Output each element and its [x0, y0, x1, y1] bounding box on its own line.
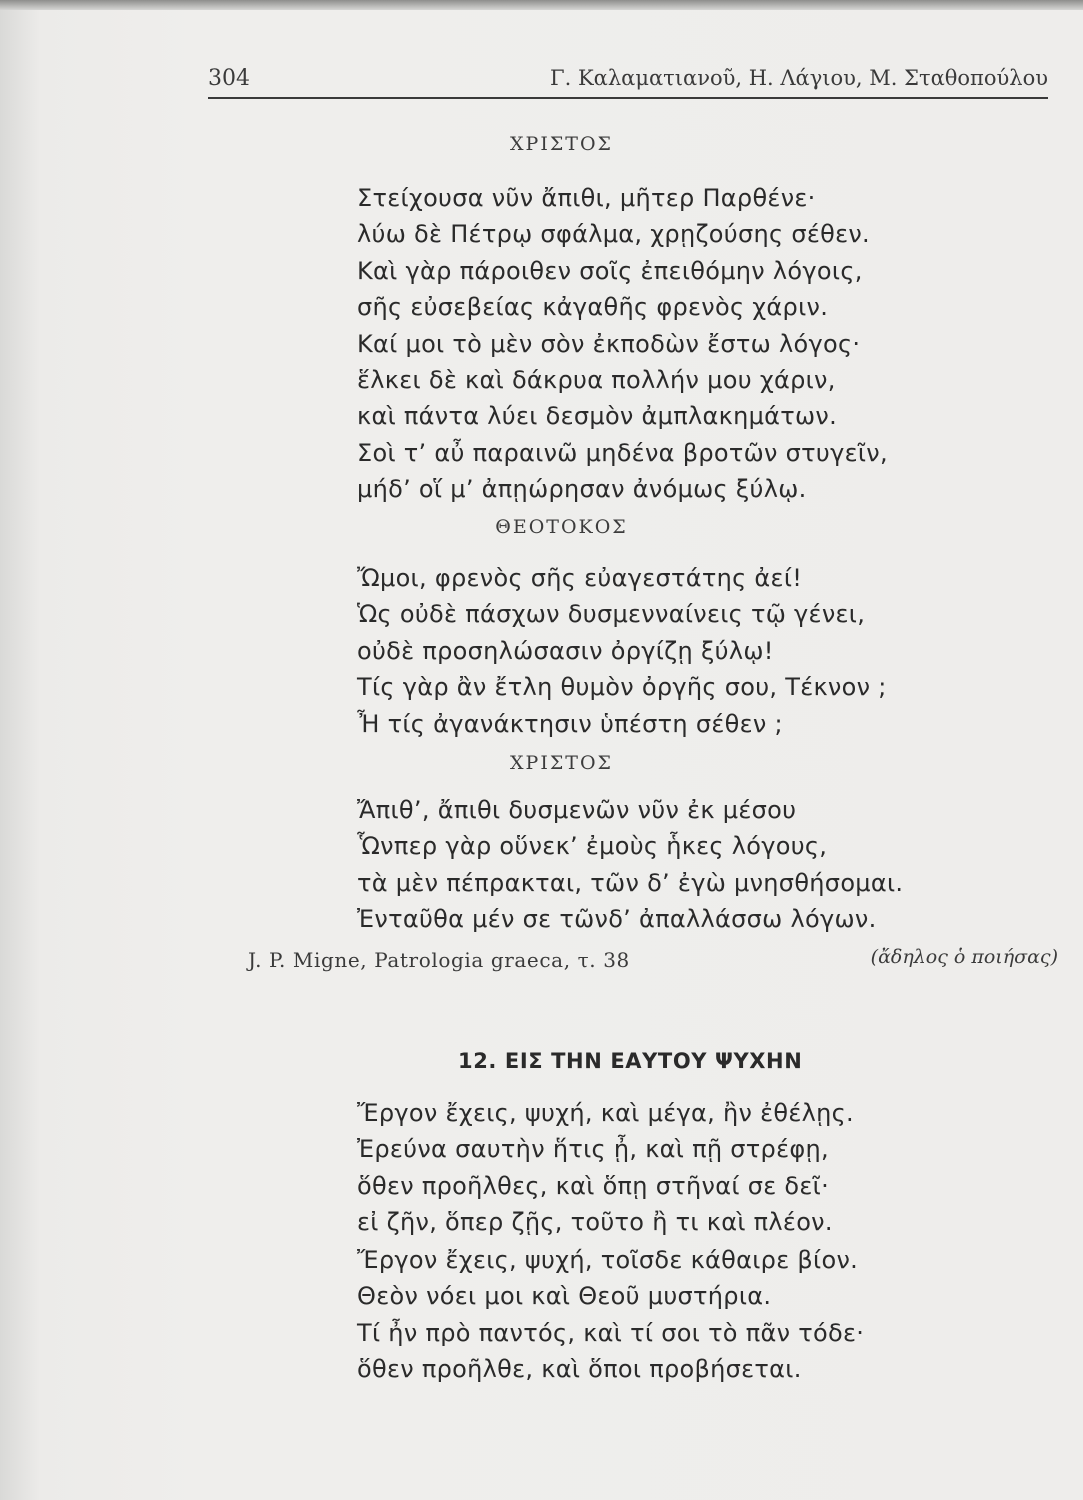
verse-block-2 — [357, 560, 887, 742]
verse-line: Σοὶ τ’ αὖ παραινῶ μηδένα βροτῶν στυγεῖν, — [357, 438, 888, 467]
verse-stanza-2 — [357, 1242, 864, 1388]
author-attribution: (ἄδηλος ὁ ποιήσας) — [870, 946, 1058, 968]
verse-block-3 — [357, 792, 903, 938]
verse-line: ἕλκει δὲ καὶ δάκρυα πολλήν μου χάριν, — [357, 366, 836, 395]
section-title: 12. ΕΙΣ ΤΗΝ ΕΑΥΤΟΥ ΨΥΧΗΝ — [458, 1049, 803, 1073]
verse-line: οὐδὲ προσηλώσασιν ὀργίζῃ ξύλῳ! — [357, 636, 774, 665]
verse-line: μήδ’ οἵ μ’ ἀπῃώρησαν ἀνόμως ξύλῳ. — [357, 475, 807, 504]
page-number: 304 — [208, 66, 250, 91]
verse-line: λύω δὲ Πέτρῳ σφάλμα, χρῃζούσης σέθεν. — [357, 220, 870, 249]
header-rule — [208, 97, 1048, 99]
verse-line: Καί μοι τὸ μὲν σὸν ἐκποδὼν ἔστω λόγος· — [357, 329, 861, 358]
verse-line: εἰ ζῆν, ὅπερ ζῇς, τοῦτο ἢ τι καὶ πλέον. — [357, 1208, 833, 1237]
verse-line: ὅθεν προῆλθε, καὶ ὅποι προβήσεται. — [357, 1355, 802, 1384]
verse-block-1 — [357, 180, 888, 508]
verse-line: Θεὸν νόει μοι καὶ Θεοῦ μυστήρια. — [357, 1282, 772, 1311]
verse-line: Ἔργον ἔχεις, ψυχή, τοῖσδε κάθαιρε βίον. — [357, 1246, 859, 1274]
page-header — [208, 58, 1048, 98]
verse-line: Ἄπιθ’, ἄπιθι δυσμενῶν νῦν ἐκ μέσου — [357, 796, 797, 824]
verse-line: Ὤμοι, φρενὸς σῆς εὐαγεστάτης ἀεί! — [357, 564, 803, 592]
verse-line: Ἐνταῦθα μέν σε τῶνδ’ ἀπαλλάσσω λόγων. — [357, 905, 877, 934]
verse-line: Στείχουσα νῦν ἄπιθι, μῆτερ Παρθένε· — [357, 184, 816, 212]
verse-line: Ὡς οὐδὲ πάσχων δυσμενναίνεις τῷ γένει, — [357, 600, 866, 629]
speaker-heading-theotokos: ΘΕΟΤΟΚΟΣ — [495, 516, 628, 538]
verse-stanza-1 — [357, 1095, 854, 1241]
speaker-heading-christos-2: ΧΡΙΣΤΟΣ — [510, 752, 613, 774]
running-title: Γ. Καλαματιανοῦ, Η. Λάγιου, Μ. Σταθοπούλου — [550, 66, 1048, 90]
verse-line: Ἦ τίς ἀγανάκτησιν ὑπέστη σέθεν ; — [357, 709, 783, 738]
verse-line: σῆς εὐσεβείας κἀγαθῆς φρενὸς χάριν. — [357, 293, 829, 322]
source-citation: J. P. Migne, Patrologia graeca, τ. 38 — [248, 948, 630, 972]
verse-line: Ἐρεύνα σαυτὴν ἥτις ᾖ, καὶ πῇ στρέφῃ, — [357, 1135, 829, 1164]
verse-line: Ὧνπερ γὰρ οὕνεκ’ ἐμοὺς ἧκες λόγους, — [357, 832, 828, 861]
scan-top-edge — [0, 0, 1083, 10]
verse-line: Ἔργον ἔχεις, ψυχή, καὶ μέγα, ἢν ἐθέλῃς. — [357, 1099, 854, 1127]
verse-line: ὅθεν προῆλθες, καὶ ὅπῃ στῆναί σε δεῖ· — [357, 1171, 830, 1200]
speaker-heading-christos-1: ΧΡΙΣΤΟΣ — [510, 133, 613, 155]
verse-line: Τίς γὰρ ἂν ἔτλη θυμὸν ὀργῆς σου, Τέκνον ; — [357, 673, 887, 702]
verse-line: Καὶ γὰρ πάροιθεν σοῖς ἐπειθόμην λόγοις, — [357, 256, 863, 285]
verse-line: καὶ πάντα λύει δεσμὸν ἀμπλακημάτων. — [357, 402, 838, 431]
verse-line: Τί ἦν πρὸ παντός, καὶ τί σοι τὸ πᾶν τόδε· — [357, 1318, 865, 1347]
verse-line: τὰ μὲν πέπρακται, τῶν δ’ ἐγὼ μνησθήσομαι. — [357, 868, 904, 897]
